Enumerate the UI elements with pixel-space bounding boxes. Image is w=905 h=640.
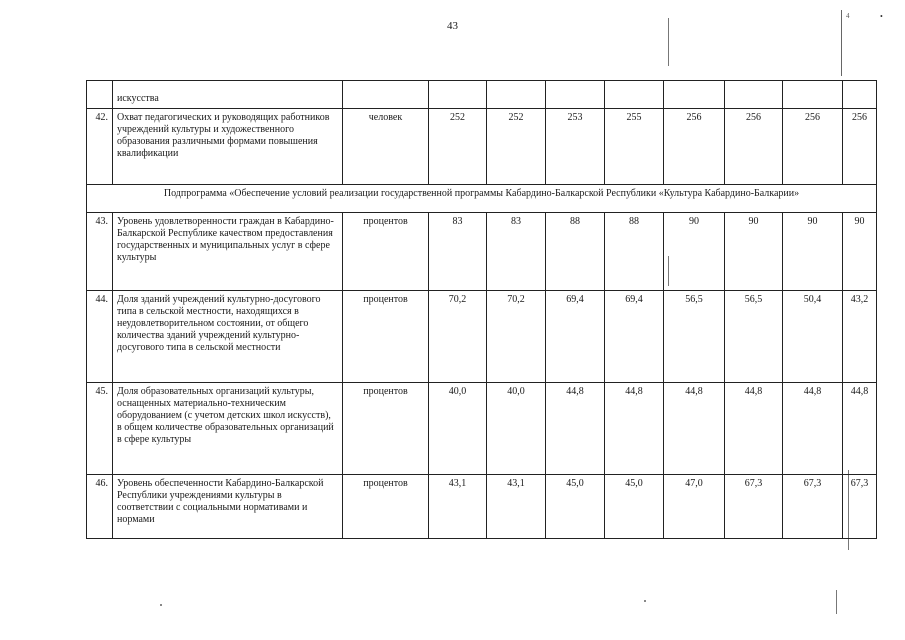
value-cell: 40,0 [429,383,487,475]
value-cell: 255 [605,109,664,185]
indicator-name-cell: Охват педагогических и руководящих работников учреждений культуры и художественного образования различными формами повышения квалификации [113,109,343,185]
value-cell: 70,2 [487,291,546,383]
value-cell: 44,8 [725,383,783,475]
value-cell: 67,3 [783,475,843,539]
indicators-table [86,80,877,539]
table-row [87,475,877,539]
table-row [87,109,877,185]
value-cell [429,81,487,109]
value-cell: 90 [843,213,877,291]
scan-artifact-line [668,18,669,66]
page-number: 43 [447,20,458,32]
value-cell: 90 [783,213,843,291]
unit-cell: процентов [343,213,429,291]
value-cell: 256 [843,109,877,185]
value-cell: 90 [725,213,783,291]
value-cell: 45,0 [546,475,605,539]
table-row [87,213,877,291]
unit-cell: человек [343,109,429,185]
value-cell: 44,8 [605,383,664,475]
value-cell [725,81,783,109]
row-number-cell: 43. [87,213,113,291]
indicator-name-cell: Доля зданий учреждений культурно-досугового типа в сельской местности, находящихся в неудовлетворительном состоянии, от общего количества зданий учреждений культурно-досугового типа в сельской местности [113,291,343,383]
value-cell [546,81,605,109]
value-cell: 67,3 [843,475,877,539]
unit-cell: процентов [343,475,429,539]
row-number-cell: 42. [87,109,113,185]
scan-speck [644,600,646,602]
indicator-name-cell: Уровень удовлетворенности граждан в Кабардино-Балкарской Республике качеством предоставления государственных и муниципальных услуг в сфере культуры [113,213,343,291]
scan-speck [160,604,162,606]
value-cell: 44,8 [783,383,843,475]
row-number-cell: 45. [87,383,113,475]
row-number-cell: 46. [87,475,113,539]
value-cell: 83 [429,213,487,291]
scan-edge-line [841,10,842,76]
value-cell: 40,0 [487,383,546,475]
value-cell: 67,3 [725,475,783,539]
value-cell: 252 [429,109,487,185]
value-cell: 256 [725,109,783,185]
value-cell: 88 [605,213,664,291]
value-cell: 252 [487,109,546,185]
value-cell: 69,4 [605,291,664,383]
value-cell: 43,1 [487,475,546,539]
scan-artifact-line [836,590,837,614]
row-number-cell [87,81,113,109]
value-cell: 256 [664,109,725,185]
corner-mark: 4 [846,12,850,20]
value-cell: 256 [783,109,843,185]
value-cell: 253 [546,109,605,185]
value-cell: 69,4 [546,291,605,383]
value-cell [664,81,725,109]
value-cell [487,81,546,109]
value-cell: 56,5 [664,291,725,383]
value-cell: 43,2 [843,291,877,383]
unit-cell: процентов [343,383,429,475]
value-cell: 47,0 [664,475,725,539]
unit-cell [343,81,429,109]
value-cell: 43,1 [429,475,487,539]
value-cell [605,81,664,109]
value-cell: 88 [546,213,605,291]
value-cell: 90 [664,213,725,291]
indicator-name-cell: искусства [113,81,343,109]
indicator-name-cell: Уровень обеспеченности Кабардино-Балкарской Республики учреждениями культуры в соответствии с социальными нормативами и нормами [113,475,343,539]
corner-dot: • [880,12,883,21]
value-cell: 44,8 [546,383,605,475]
value-cell: 83 [487,213,546,291]
subprogram-row [87,185,877,213]
value-cell: 44,8 [843,383,877,475]
table-row-continuation [87,81,877,109]
value-cell: 50,4 [783,291,843,383]
value-cell [783,81,843,109]
indicator-name-cell: Доля образовательных организаций культуры, оснащенных материально-техническим оборудованием (с учетом детских школ искусств), в общем количестве образовательных организаций в сфере культуры [113,383,343,475]
value-cell: 44,8 [664,383,725,475]
value-cell: 56,5 [725,291,783,383]
value-cell: 45,0 [605,475,664,539]
unit-cell: процентов [343,291,429,383]
value-cell [843,81,877,109]
row-number-cell: 44. [87,291,113,383]
table-row [87,291,877,383]
table-row [87,383,877,475]
value-cell: 70,2 [429,291,487,383]
subprogram-title: Подпрограмма «Обеспечение условий реализации государственной программы Кабардино-Балкарской Республики «Культура Кабардино-Балкарии» [87,185,877,213]
